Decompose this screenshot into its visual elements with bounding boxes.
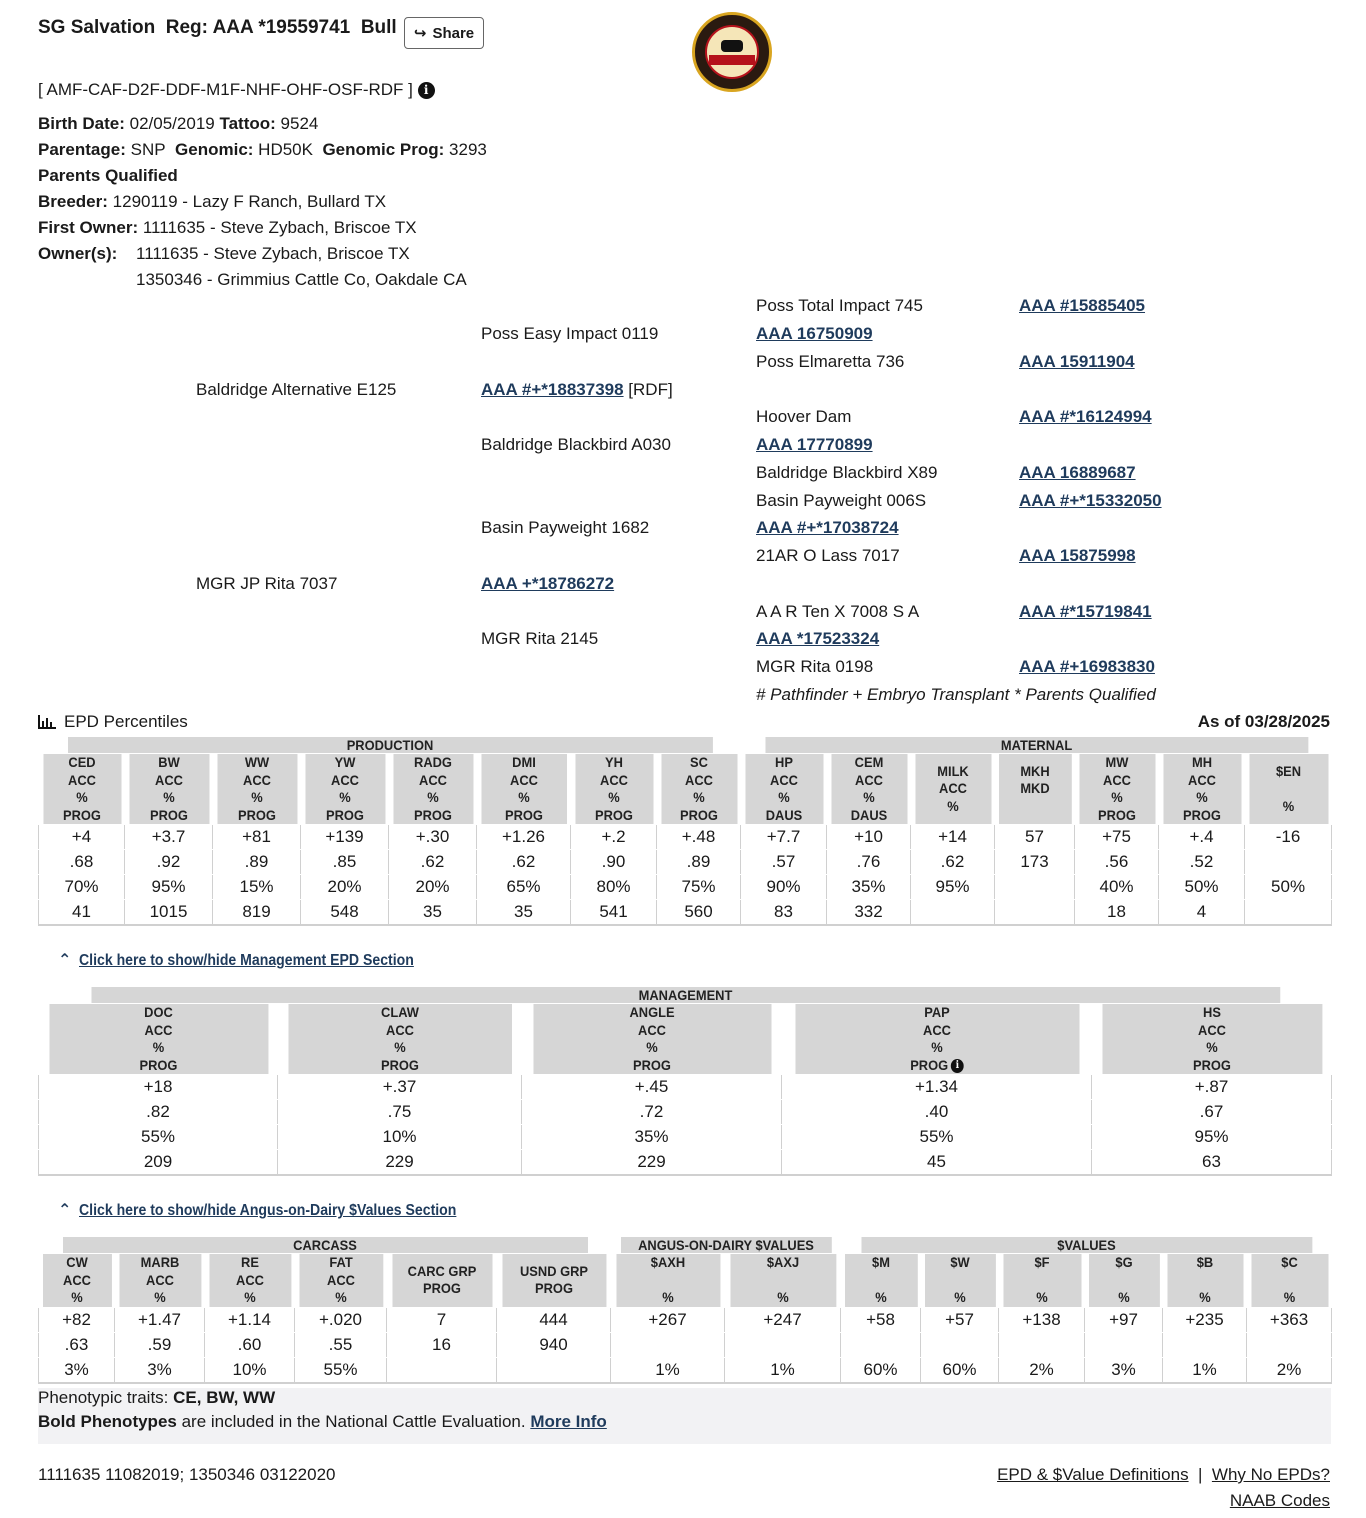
epd-cell	[921, 1332, 999, 1357]
table-row	[39, 900, 1332, 926]
epd-cell: +1.47	[115, 1307, 205, 1332]
epd-cell	[497, 1357, 611, 1383]
epd-cell: +1.14	[205, 1307, 295, 1332]
epd-cell	[1245, 850, 1332, 875]
epd-cell: 80%	[571, 875, 657, 900]
group-maternal: MATERNAL	[764, 737, 1308, 754]
column-header: YH ACC % PROG	[574, 754, 653, 825]
epd-cell: 15%	[213, 875, 301, 900]
epd-cell: 55%	[39, 1125, 278, 1150]
epd-cell: 55%	[782, 1125, 1092, 1150]
first-owner-line: First Owner: 1111635 - Steve Zybach, Briscoe TX	[38, 218, 417, 237]
management-table	[38, 986, 1332, 1176]
column-header: $G %	[1088, 1254, 1160, 1308]
table-row	[39, 1075, 1332, 1100]
transfer-history: 1111635 11082019; 1350346 03122020	[38, 1465, 336, 1484]
column-header: HS ACC % PROG	[1101, 1004, 1322, 1075]
epd-cell: .75	[278, 1100, 522, 1125]
column-header: $AXH %	[615, 1254, 720, 1308]
gg-name: Hoover Dam	[756, 407, 852, 426]
chevron-double-up-icon: ⌃	[58, 1202, 72, 1219]
epd-cell: .89	[657, 850, 741, 875]
epd-cell	[911, 900, 995, 926]
epd-cell: 40%	[1075, 875, 1159, 900]
column-header: YW ACC % PROG	[304, 754, 385, 825]
why-no-epds-link[interactable]: Why No EPDs?	[1211, 1465, 1330, 1484]
column-header: DOC ACC % PROG	[48, 1004, 268, 1075]
bar-chart-icon	[38, 715, 56, 729]
epd-cell: 95%	[1092, 1125, 1332, 1150]
management-toggle[interactable]: ⌃ Click here to show/hide Management EPD Section	[58, 952, 415, 969]
epd-cell: +.87	[1092, 1075, 1332, 1100]
epd-cell: .60	[205, 1332, 295, 1357]
column-header: $AXJ %	[729, 1254, 836, 1308]
owner-1: 1111635 - Steve Zybach, Briscoe TX	[136, 244, 410, 263]
parentage-line: Parentage: SNP Genomic: HD50K Genomic Prog: 3293	[38, 140, 487, 159]
epd-cell: 1%	[611, 1357, 725, 1383]
epd-cell: 95%	[125, 875, 213, 900]
gg-name: A A R Ten X 7008 S A	[756, 602, 920, 621]
column-header: MKH MKD	[998, 754, 1072, 825]
gg-name: Poss Elmaretta 736	[756, 352, 905, 371]
epd-cell: 1%	[1163, 1357, 1247, 1383]
column-header: HP ACC % DAUS	[744, 754, 823, 825]
group-carcass: CARCASS	[61, 1237, 587, 1254]
epd-cell	[1085, 1332, 1163, 1357]
epd-cell: 10%	[205, 1357, 295, 1383]
epd-cell: 95%	[911, 875, 995, 900]
epd-cell	[999, 1332, 1085, 1357]
epd-cell: 7	[387, 1307, 497, 1332]
epd-cell: 10%	[278, 1125, 522, 1150]
epd-cell: +.45	[522, 1075, 782, 1100]
gg-reg-link[interactable]: AAA 15875998	[1019, 546, 1136, 565]
gg-reg-link[interactable]: AAA 15911904	[1019, 352, 1135, 371]
epd-cell: 20%	[389, 875, 477, 900]
gg-name: MGR Rita 0198	[756, 657, 874, 676]
epd-cell: 2%	[999, 1357, 1085, 1383]
epd-cell: 60%	[841, 1357, 921, 1383]
epd-cell	[611, 1332, 725, 1357]
owner-2: 1350346 - Grimmius Cattle Co, Oakdale CA	[136, 270, 467, 289]
epd-cell: +235	[1163, 1307, 1247, 1332]
epd-cell: 444	[497, 1307, 611, 1332]
table-row	[39, 1357, 1332, 1383]
sd-reg-link[interactable]: AAA 17770899	[756, 435, 873, 454]
sire-name: Baldridge Alternative E125	[196, 380, 397, 399]
epd-cell	[995, 875, 1075, 900]
group-values: $VALUES	[860, 1237, 1312, 1254]
gg-reg-link[interactable]: AAA #*16124994	[1019, 407, 1152, 426]
gg-reg-link[interactable]: AAA #+*15332050	[1019, 491, 1162, 510]
epd-cell: .59	[115, 1332, 205, 1357]
epd-cell: +75	[1075, 825, 1159, 850]
share-icon: ↪	[413, 25, 427, 42]
column-header: CEM ACC % DAUS	[830, 754, 907, 825]
epd-as-of-date: As of 03/28/2025	[1197, 712, 1330, 731]
table-row	[39, 875, 1332, 900]
angus-on-dairy-toggle[interactable]: ⌃ Click here to show/hide Angus-on-Dairy $Values Section	[58, 1202, 457, 1219]
epd-cell: 41	[39, 900, 125, 926]
epd-table	[38, 736, 1332, 926]
epd-cell: .62	[477, 850, 571, 875]
footer-links: EPD & $Value Definitions | Why No EPDs?	[997, 1465, 1330, 1484]
epd-cell: 541	[571, 900, 657, 926]
parents-qualified: Parents Qualified	[38, 166, 178, 185]
epd-cell: +1.26	[477, 825, 571, 850]
epd-cell: 35%	[827, 875, 911, 900]
animal-title: SG Salvation Reg: AAA *19559741 Bull	[38, 17, 397, 38]
genetic-conditions-codes: [ AMF-CAF-D2F-DDF-M1F-NHF-OHF-OSF-RDF ] i	[38, 80, 435, 100]
epd-cell: +247	[725, 1307, 841, 1332]
sire-reg-link[interactable]: AAA #+*18837398	[481, 380, 624, 399]
naab-codes-link[interactable]: NAAB Codes	[1229, 1491, 1330, 1510]
epd-cell: 229	[278, 1150, 522, 1176]
epd-cell: +138	[999, 1307, 1085, 1332]
epd-cell: +81	[213, 825, 301, 850]
share-button[interactable]: ↪ Share	[404, 17, 484, 49]
epd-cell: 4	[1159, 900, 1245, 926]
column-header: SC ACC % PROG	[660, 754, 737, 825]
epd-cell: .85	[301, 850, 389, 875]
info-icon[interactable]: i	[418, 82, 435, 99]
epd-cell: +97	[1085, 1307, 1163, 1332]
more-info-link[interactable]: More Info	[530, 1412, 607, 1431]
epd-cell: +58	[841, 1307, 921, 1332]
epd-cell	[1247, 1332, 1332, 1357]
epd-cell: +.48	[657, 825, 741, 850]
epd-cell: .89	[213, 850, 301, 875]
dam-reg-link[interactable]: AAA +*18786272	[481, 574, 615, 593]
epd-cell: 3%	[1085, 1357, 1163, 1383]
ds-reg-link[interactable]: AAA #+*17038724	[756, 518, 899, 537]
epd-cell: +.37	[278, 1075, 522, 1100]
epd-cell: 173	[995, 850, 1075, 875]
group-angus-on-dairy: ANGUS-ON-DAIRY $VALUES	[620, 1237, 832, 1254]
epd-cell: 20%	[301, 875, 389, 900]
epd-cell: 35	[477, 900, 571, 926]
epd-cell: +.4	[1159, 825, 1245, 850]
column-header: $W %	[924, 1254, 996, 1308]
info-icon[interactable]: i	[950, 1059, 963, 1073]
carcass-values-table	[38, 1236, 1332, 1384]
column-header: $B %	[1166, 1254, 1243, 1308]
epd-cell: +3.7	[125, 825, 213, 850]
chevron-double-up-icon: ⌃	[58, 952, 72, 969]
gg-reg-link[interactable]: AAA #+16983830	[1019, 657, 1155, 676]
table-row	[39, 1150, 1332, 1176]
column-header: PAP ACC % PROG i	[794, 1004, 1079, 1075]
column-header: MARB ACC %	[118, 1254, 201, 1308]
epd-cell: .72	[522, 1100, 782, 1125]
group-management: MANAGEMENT	[90, 987, 1280, 1004]
epd-cell: 55%	[295, 1357, 387, 1383]
gg-reg-link[interactable]: AAA #15885405	[1019, 296, 1146, 315]
epd-cell: 18	[1075, 900, 1159, 926]
epd-cell: 63	[1092, 1150, 1332, 1176]
epd-cell	[1245, 900, 1332, 926]
epd-percentiles-title: EPD Percentiles	[38, 712, 188, 732]
epd-cell: .68	[39, 850, 125, 875]
epd-cell: .76	[827, 850, 911, 875]
table-row	[39, 850, 1332, 875]
epd-cell: .63	[39, 1332, 115, 1357]
birth-line: Birth Date: 02/05/2019 Tattoo: 9524	[38, 114, 319, 133]
epd-cell: 35	[389, 900, 477, 926]
epd-cell: 548	[301, 900, 389, 926]
epd-cell: +57	[921, 1307, 999, 1332]
epd-cell: .82	[39, 1100, 278, 1125]
epd-cell: 819	[213, 900, 301, 926]
column-header: DMI ACC % PROG	[480, 754, 566, 825]
sire-reg: AAA #+*18837398 [RDF]	[481, 380, 673, 399]
gg-name: Basin Payweight 006S	[756, 491, 927, 510]
epd-cell: +.020	[295, 1307, 387, 1332]
naab-codes-wrap	[1230, 1491, 1330, 1511]
dd-name: MGR Rita 2145	[481, 629, 599, 648]
epd-definitions-link[interactable]: EPD & $Value Definitions	[997, 1465, 1189, 1484]
epd-cell: 35%	[522, 1125, 782, 1150]
table-row	[39, 1100, 1332, 1125]
epd-cell: 940	[497, 1332, 611, 1357]
owners-label: Owner(s):	[38, 244, 118, 263]
column-header: RADG ACC % PROG	[392, 754, 473, 825]
epd-cell: 560	[657, 900, 741, 926]
epd-cell: .67	[1092, 1100, 1332, 1125]
table-row	[39, 1307, 1332, 1332]
epd-cell: +7.7	[741, 825, 827, 850]
epd-cell: +10	[827, 825, 911, 850]
column-header: MILK ACC %	[914, 754, 991, 825]
epd-cell: 57	[995, 825, 1075, 850]
epd-cell: .52	[1159, 850, 1245, 875]
epd-cell: 1015	[125, 900, 213, 926]
column-header: $EN %	[1248, 754, 1328, 825]
epd-cell	[387, 1357, 497, 1383]
epd-cell: 83	[741, 900, 827, 926]
column-header: CLAW ACC % PROG	[287, 1004, 511, 1075]
epd-cell: .57	[741, 850, 827, 875]
epd-cell: +1.34	[782, 1075, 1092, 1100]
epd-cell: 209	[39, 1150, 278, 1176]
epd-cell: 75%	[657, 875, 741, 900]
epd-cell: +18	[39, 1075, 278, 1100]
epd-cell: 16	[387, 1332, 497, 1357]
column-header: $F %	[1002, 1254, 1081, 1308]
epd-cell: .92	[125, 850, 213, 875]
epd-cell: .62	[389, 850, 477, 875]
epd-cell: 229	[522, 1150, 782, 1176]
column-header: MW ACC % PROG	[1078, 754, 1155, 825]
column-header: USND GRP PROG	[501, 1254, 606, 1308]
epd-cell: +.30	[389, 825, 477, 850]
epd-cell: 70%	[39, 875, 125, 900]
epd-cell: 60%	[921, 1357, 999, 1383]
epd-cell: 332	[827, 900, 911, 926]
gg-reg-link[interactable]: AAA 16889687	[1019, 463, 1136, 482]
column-header: CW ACC %	[42, 1254, 112, 1308]
gg-name: Baldridge Blackbird X89	[756, 463, 938, 482]
epd-cell: +.2	[571, 825, 657, 850]
group-production: PRODUCTION	[67, 737, 713, 754]
epd-cell: 65%	[477, 875, 571, 900]
column-header: BW ACC % PROG	[128, 754, 209, 825]
bold-phenotypes-note: Bold Phenotypes are included in the National Cattle Evaluation. More Info	[38, 1412, 607, 1431]
column-header: WW ACC % PROG	[216, 754, 297, 825]
column-header: ANGLE ACC % PROG	[532, 1004, 771, 1075]
breeder-line: Breeder: 1290119 - Lazy F Ranch, Bullard TX	[38, 192, 387, 211]
gg-reg-link[interactable]: AAA #*15719841	[1019, 602, 1152, 621]
sd-name: Baldridge Blackbird A030	[481, 435, 671, 454]
epd-cell: +139	[301, 825, 389, 850]
epd-cell: 50%	[1245, 875, 1332, 900]
epd-cell: 50%	[1159, 875, 1245, 900]
ds-name: Basin Payweight 1682	[481, 518, 650, 537]
epd-cell: .55	[295, 1332, 387, 1357]
phenotypic-traits: Phenotypic traits: CE, BW, WW	[38, 1388, 276, 1407]
epd-cell: 3%	[39, 1357, 115, 1383]
epd-cell: 45	[782, 1150, 1092, 1176]
column-header: MH ACC % PROG	[1162, 754, 1241, 825]
epd-cell: 90%	[741, 875, 827, 900]
epd-cell: 2%	[1247, 1357, 1332, 1383]
dam-name: MGR JP Rita 7037	[196, 574, 338, 593]
epd-cell	[1163, 1332, 1247, 1357]
epd-cell: 3%	[115, 1357, 205, 1383]
column-header: CED ACC % PROG	[42, 754, 121, 825]
gg-name: Poss Total Impact 745	[756, 296, 923, 315]
table-row	[39, 1125, 1332, 1150]
column-header: FAT ACC %	[298, 1254, 383, 1308]
column-header: CARC GRP PROG	[391, 1254, 492, 1308]
epd-cell: -16	[1245, 825, 1332, 850]
ss-name: Poss Easy Impact 0119	[481, 324, 659, 343]
epd-cell: .62	[911, 850, 995, 875]
epd-cell	[995, 900, 1075, 926]
epd-cell: .56	[1075, 850, 1159, 875]
epd-cell: +4	[39, 825, 125, 850]
column-header: $C %	[1250, 1254, 1328, 1308]
table-row	[39, 825, 1332, 850]
dd-reg-link[interactable]: AAA *17523324	[756, 629, 880, 648]
ss-reg-link[interactable]: AAA 16750909	[756, 324, 873, 343]
epd-cell: +267	[611, 1307, 725, 1332]
epd-cell: +363	[1247, 1307, 1332, 1332]
column-header: RE ACC %	[208, 1254, 291, 1308]
epd-cell: +14	[911, 825, 995, 850]
epd-cell: .40	[782, 1100, 1092, 1125]
pedigree-legend: # Pathfinder + Embryo Transplant * Parents Qualified	[756, 685, 1156, 704]
epd-cell	[841, 1332, 921, 1357]
gg-name: 21AR O Lass 7017	[756, 546, 900, 565]
column-header: $M %	[844, 1254, 918, 1308]
table-row	[39, 1332, 1332, 1357]
epd-cell: 1%	[725, 1357, 841, 1383]
epd-cell: .90	[571, 850, 657, 875]
epd-cell: +82	[39, 1307, 115, 1332]
certified-angus-beef-logo	[692, 12, 772, 92]
epd-cell	[725, 1332, 841, 1357]
